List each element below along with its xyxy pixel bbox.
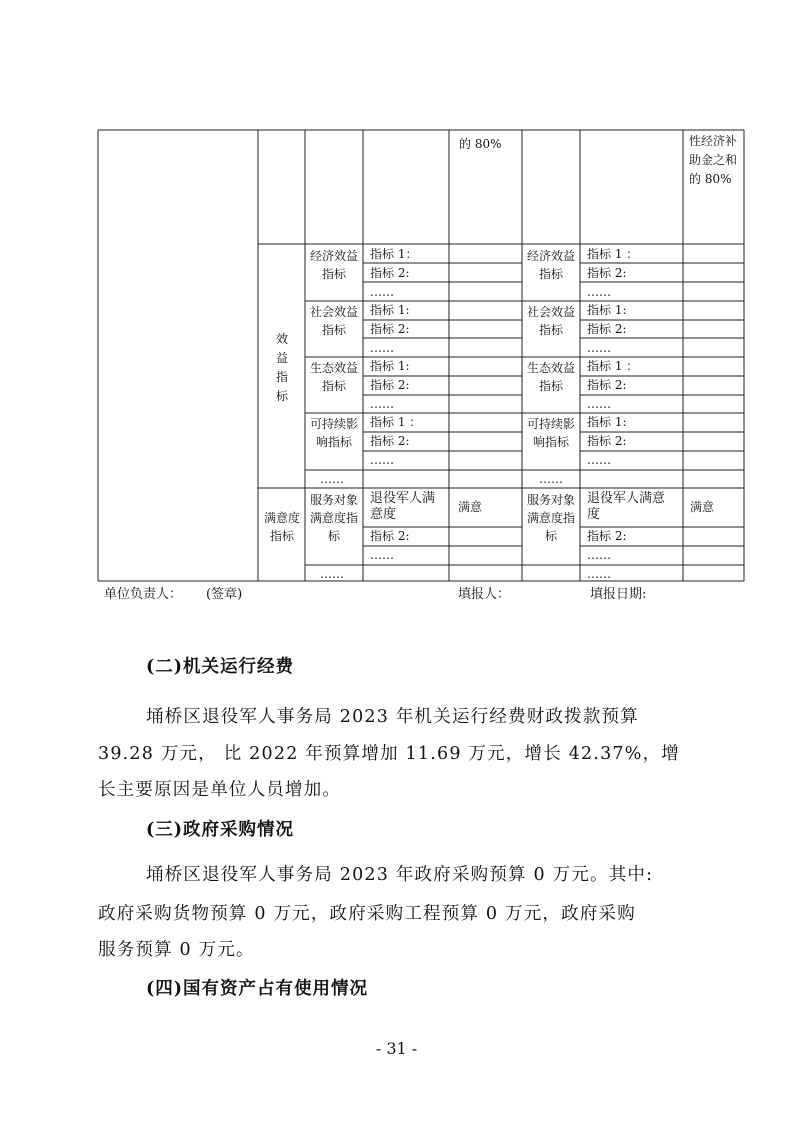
satisfaction-subgroup-label-right: 服务对象满意度指标	[526, 493, 575, 543]
top-row-col8: 性经济补助金之和的 80%	[689, 134, 738, 186]
indicator-cell: 指标 2:	[587, 378, 627, 392]
satisfaction-row1-value: 满意	[458, 500, 483, 514]
subgroup-label-ecological: 生态效益指标	[309, 361, 358, 393]
subgroup-label-social-right: 社会效益指标	[526, 305, 575, 337]
paragraph-line: 政府采购货物预算 0 万元，政府采购工程预算 0 万元，政府采购	[98, 904, 636, 924]
indicator-cell: 指标 2:	[370, 322, 410, 336]
indicator-cell: 指标 2:	[370, 529, 410, 543]
paragraph-line: 埇桥区退役军人事务局 2023 年机关运行经费财政拨款预算	[146, 707, 639, 727]
paragraph-line: 埇桥区退役军人事务局 2023 年政府采购预算 0 万元。其中:	[146, 865, 654, 885]
subgroup-label-economic-right: 经济效益指标	[526, 249, 575, 281]
section-heading-state-assets: (四)国有资产占有使用情况	[146, 979, 369, 999]
indicator-cell: ……	[370, 285, 394, 299]
satisfaction-extra-left: ……	[320, 567, 344, 581]
section-heading-operating-funds: (二)机关运行经费	[146, 657, 295, 677]
indicator-cell: 指标 2:	[587, 322, 627, 336]
indicator-cell: ……	[587, 397, 611, 411]
indicator-cell: 指标 2:	[370, 434, 410, 448]
fill-date-label: 填报日期:	[590, 587, 647, 602]
indicator-cell: 指标 1 ：	[587, 359, 639, 373]
indicator-cell: ……	[587, 341, 611, 355]
benefit-extra-right: ……	[539, 472, 563, 486]
indicator-cell: ……	[587, 548, 611, 562]
indicator-cell: 指标 2:	[370, 266, 410, 280]
indicator-cell: 指标 2:	[587, 529, 627, 543]
seal-label: (签章)	[206, 587, 243, 602]
satisfaction-row1-indicator: 退役军人满意度	[370, 491, 436, 522]
top-row-col4: 的 80%	[459, 137, 502, 151]
filler-label: 填报人：	[458, 587, 511, 602]
indicator-cell: ……	[370, 453, 394, 467]
indicator-cell: 指标 2:	[370, 378, 410, 392]
subgroup-label-sustainable: 可持续影响指标	[309, 417, 358, 449]
indicator-cell: 指标 1:	[370, 303, 410, 317]
subgroup-label-ecological-right: 生态效益指标	[526, 361, 575, 393]
benefit-extra-left: ……	[320, 472, 344, 486]
indicator-cell: 指标 1:	[587, 415, 627, 429]
indicator-cell: 指标 2:	[587, 266, 627, 280]
subgroup-label-social: 社会效益指标	[309, 305, 358, 337]
indicator-cell: 指标 1：	[370, 247, 418, 261]
benefit-indicator-group: 效益指标	[275, 332, 288, 403]
indicator-cell: 指标 2:	[587, 434, 627, 448]
indicator-cell: 指标 1:	[587, 303, 627, 317]
subgroup-label-economic: 经济效益指标	[309, 249, 358, 281]
indicator-cell: 指标 1 ：	[370, 415, 422, 429]
paragraph-line: 长主要原因是单位人员增加。	[98, 780, 342, 800]
satisfaction-row1-value-right: 满意	[690, 500, 715, 514]
satisfaction-extra-right: ……	[587, 567, 611, 581]
indicator-cell: 指标 1 ：	[587, 247, 639, 261]
subgroup-label-sustainable-right: 可持续影响指标	[526, 417, 575, 449]
page-number: - 31 -	[375, 1039, 418, 1058]
indicator-cell: ……	[370, 548, 394, 562]
indicator-cell: ……	[370, 397, 394, 411]
satisfaction-indicator-group: 满意度指标	[264, 511, 301, 543]
indicator-cell: 指标 1:	[370, 359, 410, 373]
section-heading-procurement: (三)政府采购情况	[146, 820, 295, 840]
indicator-cell: ……	[587, 453, 611, 467]
paragraph-line: 39.28 万元， 比 2022 年预算增加 11.69 万元，增长 42.37%，增	[98, 744, 680, 764]
satisfaction-subgroup-label: 服务对象满意度指标	[309, 493, 358, 543]
satisfaction-row1-indicator-right: 退役军人满意度	[587, 491, 666, 522]
indicator-cell: ……	[370, 341, 394, 355]
paragraph-line: 服务预算 0 万元。	[98, 940, 255, 960]
indicator-cell: ……	[587, 285, 611, 299]
unit-head-label: 单位负责人：	[104, 587, 183, 602]
